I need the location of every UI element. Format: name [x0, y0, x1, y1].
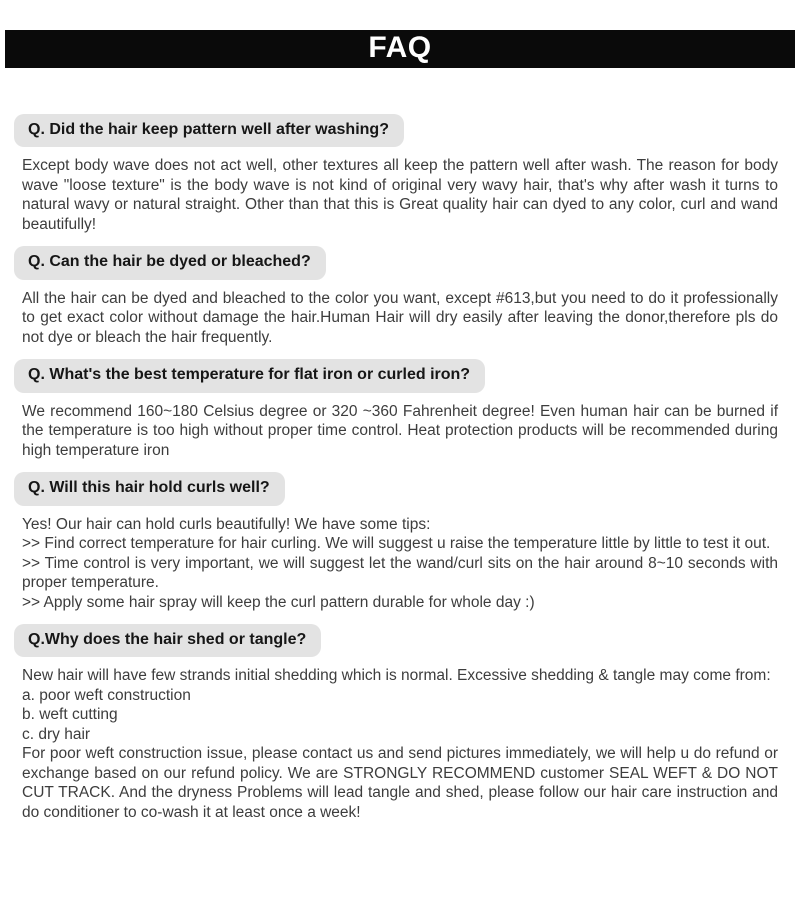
faq-answer-dye-bleach [22, 289, 778, 348]
faq-question-dye-bleach: Q. Can the hair be dyed or bleached? [14, 246, 326, 279]
answer-paragraph: c. dry hair [22, 725, 91, 743]
answer-paragraph: >> Find correct temperature for hair curling. We will suggest u raise the temperature little by little to test it out. [22, 535, 771, 553]
faq-question-washing: Q. Did the hair keep pattern well after washing? [14, 114, 404, 147]
faq-section-dye-bleach [22, 246, 778, 347]
answer-paragraph: Yes! Our hair can hold curls beautifully! We have some tips: [22, 515, 431, 533]
answer-paragraph: New hair will have few strands initial shedding which is normal. Excessive shedding & tangle may come from: [22, 667, 771, 685]
page-title: FAQ [368, 31, 432, 64]
answer-paragraph: >> Time control is very important, we will suggest let the wand/curl sits on the hair around 8~10 seconds with proper temperature. [22, 554, 778, 592]
answer-paragraph: For poor weft construction issue, please contact us and send pictures immediately, we will help u do refund or exchange based on our refund policy. We are STRONGLY RECOMMEND customer SEAL WEFT & DO NOT CUT TRACK. And the dryness Problems will lead tangle and shed, please follow our hair care instruction and do conditioner to co-wash it at least once a week! [22, 745, 778, 821]
header-bar [5, 30, 795, 68]
faq-question-hold-curls: Q. Will this hair hold curls well? [14, 472, 285, 505]
faq-section-washing [22, 68, 778, 234]
answer-paragraph: We recommend 160~180 Celsius degree or 320 ~360 Fahrenheit degree! Even human hair can be burned if the temperature is too high without proper time control. Heat protection products will be recommended during high temperature iron [22, 402, 778, 459]
faq-page [0, 30, 800, 899]
answer-paragraph: b. weft cutting [22, 706, 118, 724]
faq-question-shed-tangle: Q.Why does the hair shed or tangle? [14, 624, 321, 657]
answer-paragraph: >> Apply some hair spray will keep the curl pattern durable for whole day :) [22, 593, 535, 611]
faq-answer-shed-tangle [22, 666, 778, 822]
faq-section-temperature [22, 359, 778, 460]
faq-question-temperature: Q. What's the best temperature for flat iron or curled iron? [14, 359, 485, 392]
faq-answer-hold-curls [22, 515, 778, 613]
faq-section-shed-tangle [22, 624, 778, 822]
faq-answer-temperature [22, 402, 778, 461]
faq-section-hold-curls [22, 472, 778, 612]
faq-content [0, 68, 800, 822]
answer-paragraph: Except body wave does not act well, other textures all keep the pattern well after wash. The reason for body wave "loose texture" is the body wave is not kind of original very wavy hair, that's why after wash it turns to natural wavy or natural straight. Other than that this is Great quality hair can dyed to any color, curl and wand beautifully! [22, 157, 778, 233]
answer-paragraph: a. poor weft construction [22, 686, 191, 704]
faq-answer-washing [22, 156, 778, 234]
answer-paragraph: All the hair can be dyed and bleached to the color you want, except #613,but you need to do it professionally to get exact color without damage the hair.Human Hair will dry easily after leaving the donor,therefore pls do not dye or bleach the hair frequently. [22, 289, 778, 346]
